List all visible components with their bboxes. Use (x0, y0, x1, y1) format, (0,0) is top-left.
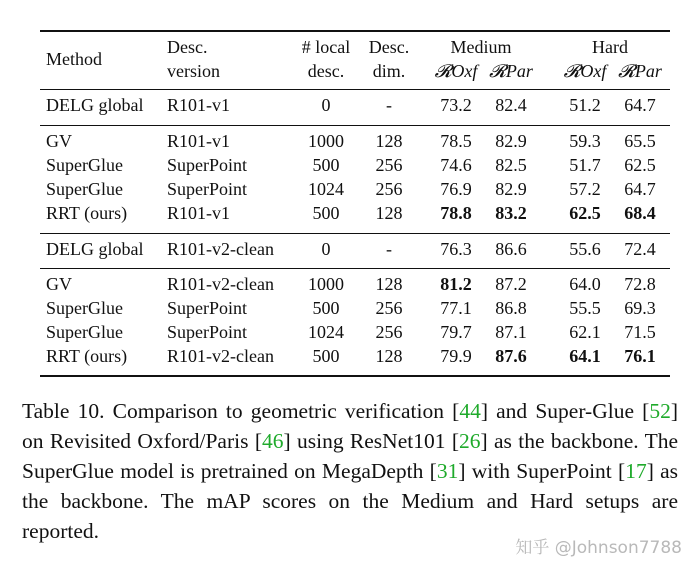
cell-method: DELG global (46, 239, 144, 259)
cell-method: SuperGlue (46, 298, 123, 318)
header-hard-rpar: 𝓡Par (618, 61, 662, 81)
caption-text-2: ] and Super-Glue [ (480, 399, 650, 423)
cell-local-desc: 1024 (308, 179, 344, 199)
cell-desc-version: R101-v1 (167, 131, 230, 151)
citation-link-46[interactable]: 46 (261, 429, 284, 453)
cell-medium-roxf: 76.3 (440, 239, 472, 259)
cell-desc-version: SuperPoint (167, 322, 248, 342)
group-rule-3 (40, 268, 670, 269)
cell-hard-rpar: 72.4 (624, 239, 656, 259)
cell-medium-rpar: 86.8 (495, 298, 527, 318)
caption-text-4: ] using ResNet101 [ (283, 429, 459, 453)
cell-medium-rpar: 82.4 (495, 95, 527, 115)
cell-desc-version: SuperPoint (167, 179, 248, 199)
cell-local-desc: 500 (312, 155, 340, 175)
caption-text-7: ] as the backbone. The mAP scores on the Medium and Hard setups are reported. (22, 459, 679, 543)
cell-desc-dim: 256 (375, 298, 403, 318)
header-hard-roxf: 𝓡Oxf (563, 61, 607, 81)
bottom-rule (40, 375, 670, 377)
cell-hard-rpar: 69.3 (624, 298, 656, 318)
caption-text-5: ] as the backbone. The SuperGlue model is pretrained on MegaDepth [ (22, 429, 678, 483)
cell-medium-rpar: 87.1 (495, 322, 527, 342)
cell-medium-roxf: 76.9 (440, 179, 472, 199)
caption-text-3: ] on Revisited Oxford/Paris [ (22, 399, 679, 453)
cell-local-desc: 1024 (308, 322, 344, 342)
cell-hard-rpar: 64.7 (624, 95, 656, 115)
cell-method: GV (46, 274, 72, 294)
cell-local-desc: 1000 (308, 274, 344, 294)
cell-method: RRT (ours) (46, 203, 128, 223)
cell-desc-version: R101-v2-clean (167, 239, 274, 259)
header-local-desc-line2: desc. (307, 61, 345, 81)
cell-local-desc: 0 (321, 239, 331, 259)
cell-local-desc: 1000 (308, 131, 344, 151)
cell-desc-version: SuperPoint (167, 155, 248, 175)
cell-hard-rpar: 65.5 (624, 131, 656, 151)
table-caption (22, 396, 678, 546)
cell-medium-roxf: 79.9 (440, 346, 472, 366)
watermark: 知乎 @Johnson7788 (515, 538, 682, 558)
cell-desc-dim: 128 (375, 131, 403, 151)
caption-text-1: Table 10. Comparison to geometric verification [ (22, 399, 460, 423)
cell-method: SuperGlue (46, 179, 123, 199)
header-local-desc-line1: # local (301, 37, 351, 57)
cell-desc-dim: - (386, 95, 392, 115)
cell-hard-rpar: 62.5 (624, 155, 656, 175)
cell-desc-version: R101-v2-clean (167, 274, 274, 294)
cell-medium-roxf: 78.8 (440, 203, 472, 223)
header-hard: Hard (592, 37, 628, 57)
cell-medium-roxf: 73.2 (440, 95, 472, 115)
cell-medium-roxf: 81.2 (440, 274, 472, 294)
cell-method: DELG global (46, 95, 144, 115)
cell-method: GV (46, 131, 72, 151)
cell-desc-dim: 128 (375, 346, 403, 366)
cell-hard-roxf: 51.2 (569, 95, 601, 115)
header-desc-version-line1: Desc. (167, 37, 208, 57)
cell-hard-roxf: 62.1 (569, 322, 601, 342)
cell-hard-roxf: 51.7 (569, 155, 601, 175)
citation-link-52[interactable]: 52 (649, 399, 671, 423)
cell-hard-roxf: 62.5 (569, 203, 601, 223)
citation-link-26[interactable]: 26 (458, 429, 481, 453)
cell-method: SuperGlue (46, 155, 123, 175)
cell-hard-roxf: 55.5 (569, 298, 601, 318)
cell-hard-roxf: 59.3 (569, 131, 601, 151)
cell-hard-roxf: 64.0 (569, 274, 601, 294)
top-rule (40, 30, 670, 32)
cell-local-desc: 500 (312, 203, 340, 223)
cell-hard-roxf: 55.6 (569, 239, 601, 259)
cell-desc-dim: 128 (375, 203, 403, 223)
cell-hard-roxf: 57.2 (569, 179, 601, 199)
cell-method: RRT (ours) (46, 346, 128, 366)
header-desc-version-line2: version (167, 61, 220, 81)
cell-hard-rpar: 72.8 (624, 274, 656, 294)
cell-local-desc: 0 (321, 95, 331, 115)
cell-desc-version: SuperPoint (167, 298, 248, 318)
cell-medium-rpar: 87.6 (495, 346, 527, 366)
cell-medium-rpar: 82.9 (495, 179, 527, 199)
header-method: Method (46, 49, 102, 69)
cell-medium-roxf: 74.6 (440, 155, 472, 175)
header-desc-dim-line2: dim. (372, 61, 406, 81)
header-medium-roxf: 𝓡Oxf (434, 61, 478, 81)
header-desc-dim-line1: Desc. (368, 37, 410, 57)
cell-medium-roxf: 79.7 (440, 322, 472, 342)
citation-link-31[interactable]: 31 (436, 459, 459, 483)
cell-hard-rpar: 68.4 (624, 203, 656, 223)
caption-text-6: ] with SuperPoint [ (458, 459, 626, 483)
cell-hard-rpar: 71.5 (624, 322, 656, 342)
cell-method: SuperGlue (46, 322, 123, 342)
header-rule (40, 89, 670, 90)
cell-desc-version: R101-v1 (167, 95, 230, 115)
cell-desc-version: R101-v2-clean (167, 346, 274, 366)
cell-desc-dim: - (386, 239, 392, 259)
header-medium: Medium (450, 37, 512, 57)
cell-desc-dim: 256 (375, 179, 403, 199)
cell-desc-dim: 256 (375, 155, 403, 175)
cell-local-desc: 500 (312, 346, 340, 366)
header-medium-rpar: 𝓡Par (489, 61, 533, 81)
cell-hard-roxf: 64.1 (569, 346, 601, 366)
group-rule-2 (40, 233, 670, 234)
cell-medium-rpar: 82.5 (495, 155, 527, 175)
cell-medium-rpar: 87.2 (495, 274, 527, 294)
cell-hard-rpar: 64.7 (624, 179, 656, 199)
cell-desc-dim: 256 (375, 322, 403, 342)
cell-medium-roxf: 78.5 (440, 131, 472, 151)
cell-medium-rpar: 82.9 (495, 131, 527, 151)
cell-medium-roxf: 77.1 (440, 298, 472, 318)
citation-link-17[interactable]: 17 (625, 459, 647, 483)
citation-link-44[interactable]: 44 (459, 399, 481, 423)
cell-local-desc: 500 (312, 298, 340, 318)
cell-desc-version: R101-v1 (167, 203, 230, 223)
cell-hard-rpar: 76.1 (624, 346, 656, 366)
group-rule-1 (40, 125, 670, 126)
cell-desc-dim: 128 (375, 274, 403, 294)
cell-medium-rpar: 86.6 (495, 239, 527, 259)
cell-medium-rpar: 83.2 (495, 203, 527, 223)
